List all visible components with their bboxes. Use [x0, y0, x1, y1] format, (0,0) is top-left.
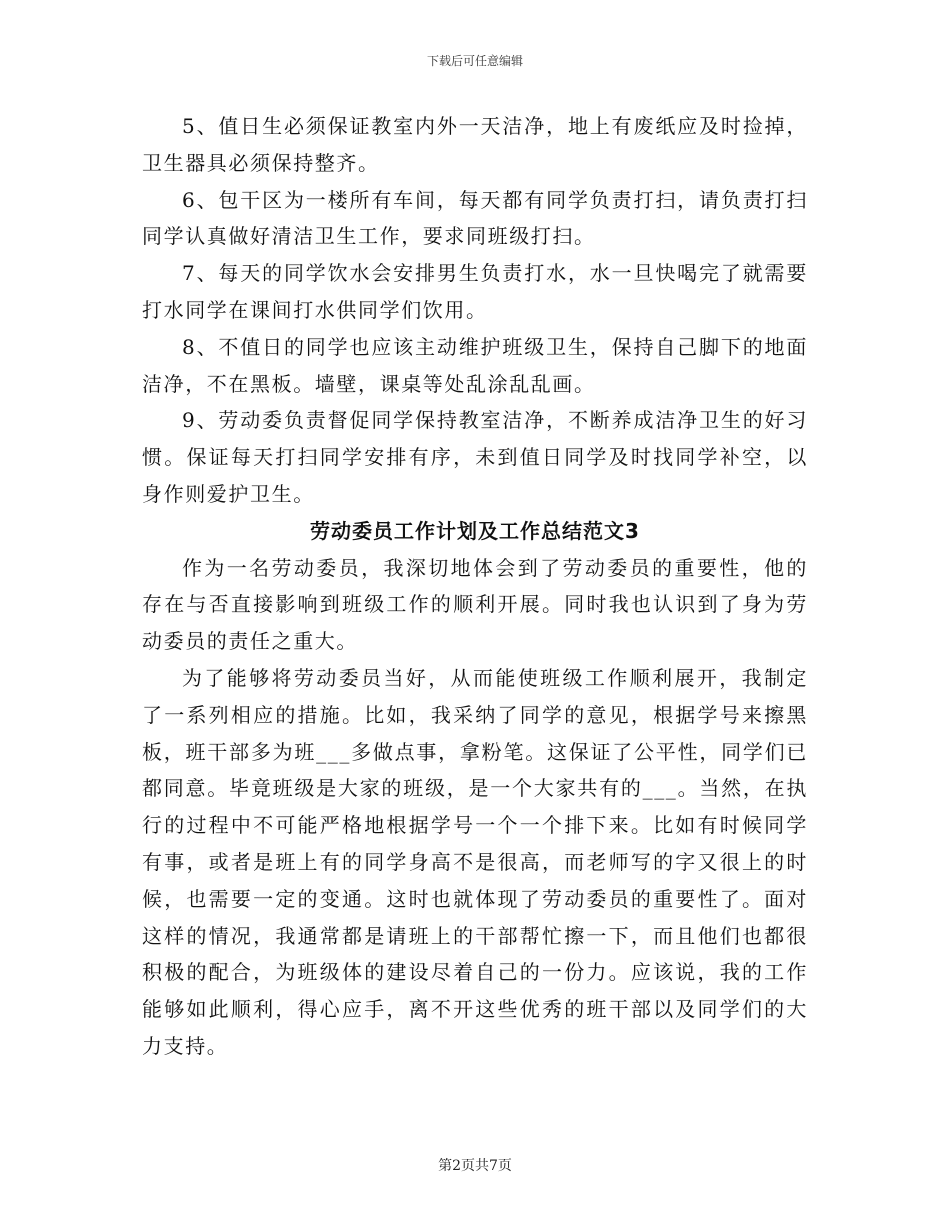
list-item: 9、劳动委负责督促同学保持教室洁净，不断养成洁净卫生的好习惯。保证每天打扫同学安排有序，未到值日同学及时找同学补空，以身作则爱护卫生。: [142, 408, 808, 506]
document-body: [142, 108, 808, 1065]
list-item: 5、值日生必须保证教室内外一天洁净，地上有废纸应及时捡掉，卫生器具必须保持整齐。: [142, 114, 808, 175]
body-paragraph: 作为一名劳动委员，我深切地体会到了劳动委员的重要性，他的存在与否直接影响到班级工作的顺利开展。同时我也认识到了身为劳动委员的责任之重大。: [142, 555, 808, 654]
section-title: 劳动委员工作计划及工作总结范文3: [310, 518, 640, 543]
list-item: 7、每天的同学饮水会安排男生负责打水，水一旦快喝完了就需要打水同学在课间打水供同学们饮用。: [142, 261, 808, 322]
list-item: 6、包干区为一楼所有车间，每天都有同学负责打扫，请负责打扫同学认真做好清洁卫生工作，要求同班级打扫。: [142, 187, 808, 249]
page-number: 第2页共7页: [438, 1158, 512, 1174]
page-header-note: 下载后可任意编辑: [426, 54, 523, 68]
body-paragraph: 为了能够将劳动委员当好，从而能使班级工作顺利展开，我制定了一系列相应的措施。比如，我采纳了同学的意见，根据学号来擦黑板，班干部多为班___多做点事，拿粉笔。这保证了公平性，同学们已都同意。毕竟班级是大家的班级，是一个大家共有的___。当然，在执行的过程中不可能严格地根据学号一个一个排下来。比如有时候同学有事，或者是班上有的同学身高不是很高，而老师写的字又很上的时候，也需要一定的变通。这时也就体现了劳动委员的重要性了。面对这样的情况，我通常都是请班上的干部帮忙擦一下，而且他们也都很积极的配合，为班级体的建设尽着自己的一份力。应该说，我的工作能够如此顺利，得心应手，离不开这些优秀的班干部以及同学们的大力支持。: [142, 665, 808, 1058]
list-item: 8、不值日的同学也应该主动维护班级卫生，保持自己脚下的地面洁净，不在黑板。墙壁，课桌等处乱涂乱乱画。: [142, 334, 808, 396]
